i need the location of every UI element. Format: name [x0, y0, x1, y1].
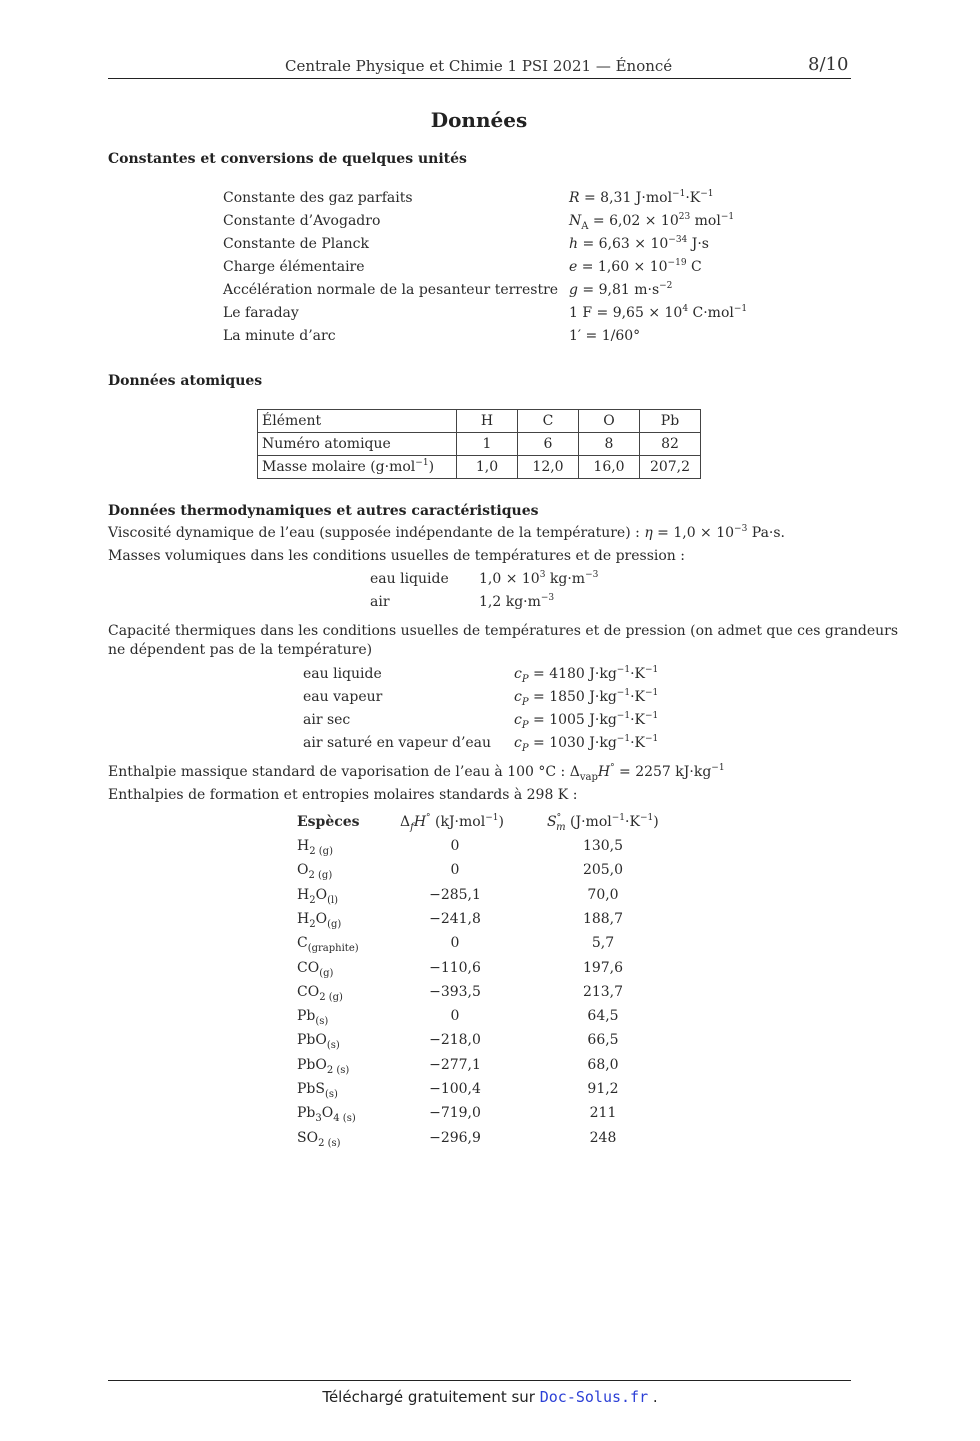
exponent: −1 — [645, 711, 659, 721]
symbol: R — [569, 190, 580, 206]
subscript: m — [556, 822, 566, 833]
subscript: 4 (s) — [333, 1113, 356, 1125]
unit: ·K — [630, 666, 645, 682]
species-formula — [297, 910, 342, 930]
exponent: −1 — [616, 688, 631, 698]
subscript: A — [581, 221, 589, 232]
subscript: (g) — [327, 918, 342, 930]
capacity-intro-line2: ne dépendent pas de la température) — [108, 642, 373, 658]
dfh-value: −241,8 — [429, 910, 481, 927]
species-formula — [297, 838, 333, 857]
symbol: c — [514, 689, 522, 705]
exponent: −1 — [616, 665, 631, 675]
unit: C·mol — [688, 305, 734, 321]
dfh-value: −277,1 — [429, 1056, 481, 1073]
table-cell: 16,0 — [579, 456, 640, 479]
exponent: 3 — [539, 570, 546, 580]
subscript: (graphite) — [307, 943, 359, 955]
formula-part: Pb — [297, 1105, 316, 1122]
exponent: −1 — [485, 813, 499, 823]
species-formula — [297, 935, 359, 955]
capacity-value — [514, 734, 659, 754]
subscript: (g) — [319, 967, 334, 979]
footer-suffix: . — [648, 1388, 658, 1406]
constant-label: Le faraday — [223, 305, 299, 321]
species-formula — [297, 1056, 350, 1076]
table-row — [258, 433, 701, 456]
value: = 6,63 × 10 — [578, 236, 669, 252]
table-cell: O — [579, 410, 640, 433]
exponent: −1 — [611, 813, 626, 823]
value: = 1,60 × 10 — [577, 259, 668, 275]
footer-link[interactable]: Doc-Solus.fr — [539, 1388, 649, 1406]
constant-value — [569, 190, 714, 206]
table-cell: 6 — [518, 433, 579, 456]
species-formula — [297, 1008, 329, 1028]
capacity-label: air sec — [303, 712, 351, 728]
dfh-header — [400, 813, 504, 833]
dfh-value: 0 — [450, 862, 460, 879]
value: = 1850 J·kg — [528, 689, 617, 705]
page-title: Données — [430, 108, 528, 132]
exponent: −1 — [639, 813, 654, 823]
paren: ) — [653, 814, 659, 830]
running-header-title: Centrale Physique et Chimie 1 PSI 2021 — Énoncé — [285, 57, 673, 75]
paren: ) — [428, 459, 435, 475]
value: 1′ = 1/60° — [569, 328, 641, 344]
symbol: g — [569, 282, 578, 298]
table-cell: Numéro atomique — [258, 433, 457, 456]
value: = 1030 J·kg — [528, 735, 617, 751]
dfh-value: −719,0 — [429, 1105, 481, 1122]
atomic-table — [257, 409, 701, 479]
density-label: eau liquide — [370, 571, 449, 587]
table-cell: 1,0 — [457, 456, 518, 479]
constant-label: Accélération normale de la pesanteur terrestre — [223, 282, 559, 298]
value: 1 F = 9,65 × 10 — [569, 305, 683, 321]
unit: kg·m — [545, 571, 586, 587]
enthalpy-line — [108, 763, 725, 783]
sm-value: 64,5 — [587, 1008, 619, 1025]
capacity-value — [514, 688, 659, 708]
sm-value: 5,7 — [591, 935, 615, 952]
exponent: −1 — [720, 212, 735, 222]
formula-part: H — [297, 910, 310, 927]
dfh-value: −110,6 — [429, 959, 481, 976]
table-row — [258, 456, 701, 479]
formula-part: O — [321, 1105, 334, 1122]
subscript: 2 — [309, 918, 316, 930]
species-formula — [297, 862, 333, 882]
paren: ) — [498, 814, 504, 830]
densities-intro: Masses volumiques dans les conditions usuelles de températures et de pression : — [108, 548, 685, 564]
value: = 4180 J·kg — [528, 666, 617, 682]
subscript: 2 (s) — [318, 1137, 341, 1149]
subscript: (s) — [315, 1016, 329, 1028]
constant-label: La minute d’arc — [223, 328, 336, 344]
enthalpy-value: = 2257 kJ·kg — [614, 764, 712, 780]
unit: (J·mol — [565, 814, 612, 830]
standard-degree: ° — [610, 763, 615, 773]
dfh-value: −100,4 — [429, 1081, 481, 1097]
subscript: 2 (g) — [309, 846, 333, 857]
footer — [0, 1388, 980, 1406]
constant-value — [569, 212, 735, 232]
subscript: P — [521, 743, 529, 754]
subscript: P — [521, 674, 529, 685]
capacity-value — [514, 665, 659, 685]
species-formula — [297, 983, 343, 1003]
symbol: h — [569, 236, 579, 252]
formula-part: O — [297, 862, 309, 879]
formula-part: SO — [297, 1129, 319, 1146]
exponent: −1 — [645, 688, 659, 698]
exponent: −19 — [667, 258, 687, 268]
footer-prefix: Téléchargé gratuitement sur — [322, 1388, 540, 1406]
molar-mass-label: Masse molaire (g·mol — [262, 459, 416, 475]
constant-label: Constante de Planck — [223, 236, 369, 252]
header-rule — [108, 78, 851, 79]
standard-degree: ° — [426, 813, 431, 823]
capacity-intro-line1: Capacité thermiques dans les conditions usuelles de températures et de pression (on admet que ces grandeurs — [108, 623, 899, 639]
h-symbol: H — [413, 814, 427, 830]
species-header: Espèces — [297, 814, 360, 830]
exponent: −1 — [616, 734, 631, 744]
subscript: (l) — [327, 894, 339, 906]
species-formula — [297, 959, 334, 979]
constants-heading: Constantes et conversions de quelques unités — [108, 151, 467, 167]
constant-label: Constante des gaz parfaits — [223, 190, 413, 206]
capacity-label: eau vapeur — [303, 689, 383, 705]
s-symbol: S — [547, 814, 557, 830]
dfh-value: 0 — [450, 935, 460, 952]
dfh-value: −393,5 — [429, 983, 481, 1000]
formula-part: H — [297, 886, 310, 903]
constant-value — [569, 259, 702, 275]
formula-part: CO — [297, 983, 320, 1000]
value: = 8,31 J·mol — [579, 190, 673, 206]
viscosity-value: = 1,0 × 10 — [652, 525, 735, 541]
table-cell: Élément — [258, 410, 457, 433]
sm-value: 248 — [589, 1129, 617, 1146]
capacity-label: air saturé en vapeur d’eau — [303, 735, 492, 751]
subscript: (s) — [324, 1089, 338, 1100]
unit-mid: ·K — [625, 814, 640, 830]
sm-value: 70,0 — [587, 886, 619, 903]
sm-value: 197,6 — [582, 959, 624, 976]
constant-value — [569, 305, 747, 321]
subscript: (s) — [326, 1040, 340, 1052]
unit: ·K — [630, 712, 645, 728]
exponent: −3 — [585, 570, 599, 580]
constant-value — [569, 328, 640, 344]
thermo-heading: Données thermodynamiques et autres caractéristiques — [108, 503, 539, 519]
formula-part: PbS — [297, 1081, 325, 1097]
dfh-value: −285,1 — [429, 886, 481, 903]
unit: ·K — [630, 689, 645, 705]
dfh-value: 0 — [450, 1008, 460, 1025]
value: = 9,81 m·s — [577, 282, 660, 298]
sm-value: 213,7 — [582, 983, 624, 1000]
exponent: −1 — [415, 458, 429, 468]
formula-part: C — [297, 935, 308, 952]
species-formula — [297, 1032, 340, 1052]
capacity-label: eau liquide — [303, 666, 382, 682]
exponent: −1 — [733, 304, 748, 314]
symbol: c — [514, 735, 522, 751]
exponent: −1 — [672, 189, 686, 199]
subscript: P — [521, 697, 529, 708]
viscosity-line — [108, 525, 785, 541]
subscript: 2 — [309, 894, 316, 906]
formula-part: H — [297, 838, 310, 854]
unit: ·K — [630, 735, 645, 751]
table-cell: Pb — [640, 410, 701, 433]
symbol: c — [514, 666, 522, 682]
exponent: −1 — [645, 665, 659, 675]
sm-value: 130,5 — [582, 838, 624, 854]
symbol: c — [514, 712, 522, 728]
subscript: 2 (g) — [319, 991, 343, 1003]
value: 1,0 × 10 — [479, 571, 540, 587]
exponent: −2 — [659, 281, 673, 291]
sm-value: 91,2 — [587, 1081, 619, 1097]
formula-part: PbO — [297, 1032, 327, 1049]
density-value — [479, 571, 598, 587]
table-cell: H — [457, 410, 518, 433]
sm-value: 68,0 — [587, 1056, 619, 1073]
constant-label: Constante d’Avogadro — [223, 213, 381, 229]
sm-value: 66,5 — [587, 1032, 619, 1049]
table-cell: 82 — [640, 433, 701, 456]
exponent: 23 — [678, 212, 691, 222]
exponent: 4 — [682, 304, 689, 314]
sm-value: 188,7 — [582, 910, 624, 927]
formula-part: O — [315, 910, 328, 927]
standard-degree: ° — [556, 813, 562, 823]
table-cell: 8 — [579, 433, 640, 456]
formation-intro: Enthalpies de formation et entropies molaires standards à 298 K : — [108, 787, 578, 803]
value: = 1005 J·kg — [528, 712, 617, 728]
exponent: −1 — [616, 711, 631, 721]
unit: J·s — [687, 236, 709, 252]
formula-part: Pb — [297, 1008, 316, 1025]
dfh-value: −296,9 — [429, 1129, 481, 1146]
unit: ·K — [685, 190, 701, 206]
viscosity-unit: Pa·s. — [747, 525, 786, 541]
sm-header — [547, 813, 659, 833]
subscript: f — [410, 822, 414, 833]
capacity-value — [514, 711, 659, 731]
eta-symbol: η — [644, 525, 653, 541]
value: = 6,02 × 10 — [588, 213, 679, 229]
dfh-value: 0 — [450, 838, 460, 854]
table-cell — [258, 456, 457, 479]
exponent: −1 — [711, 763, 725, 773]
symbol: e — [569, 259, 578, 275]
table-cell: 1 — [457, 433, 518, 456]
density-label: air — [370, 594, 390, 610]
formula-part: CO — [297, 959, 320, 976]
exponent: −1 — [645, 734, 659, 744]
table-cell: C — [518, 410, 579, 433]
exponent: −1 — [700, 189, 714, 199]
unit: (kJ·mol — [430, 814, 486, 830]
unit: kg·m — [501, 594, 541, 610]
delta: Δ — [569, 764, 580, 780]
unit: mol — [690, 213, 721, 229]
delta: Δ — [400, 814, 411, 830]
dfh-value: −218,0 — [429, 1032, 481, 1049]
exponent: −3 — [734, 524, 748, 534]
density-value — [479, 594, 554, 610]
formula-part: PbO — [297, 1056, 327, 1073]
species-formula — [297, 1081, 338, 1100]
subscript: 3 — [315, 1113, 322, 1125]
footer-rule — [108, 1380, 851, 1381]
species-formula — [297, 1105, 356, 1125]
subscript: 2 (s) — [326, 1064, 350, 1076]
exponent: −3 — [540, 593, 555, 603]
constant-value — [569, 282, 672, 298]
constant-value — [569, 236, 709, 252]
table-row — [258, 410, 701, 433]
subscript: 2 (g) — [308, 870, 333, 882]
page-number: 8/10 — [808, 54, 849, 75]
subscript: P — [521, 720, 529, 731]
sm-value: 211 — [589, 1105, 617, 1122]
exponent: −34 — [668, 235, 688, 245]
enthalpy-text: Enthalpie massique standard de vaporisation de l’eau à 100 °C : — [108, 764, 570, 780]
table-cell: 12,0 — [518, 456, 579, 479]
species-formula — [297, 886, 339, 906]
species-formula — [297, 1129, 341, 1149]
viscosity-text: Viscosité dynamique de l’eau (supposée indépendante de la température) : — [108, 525, 645, 541]
h-symbol: H — [597, 764, 611, 780]
constant-label: Charge élémentaire — [223, 259, 365, 275]
value: 1,2 — [479, 594, 502, 610]
symbol: N — [569, 213, 582, 229]
atomic-heading: Données atomiques — [108, 373, 263, 389]
unit: C — [686, 259, 702, 275]
sm-value: 205,0 — [582, 862, 624, 879]
formula-part: O — [315, 886, 328, 903]
subscript: vap — [579, 772, 598, 783]
table-cell: 207,2 — [640, 456, 701, 479]
